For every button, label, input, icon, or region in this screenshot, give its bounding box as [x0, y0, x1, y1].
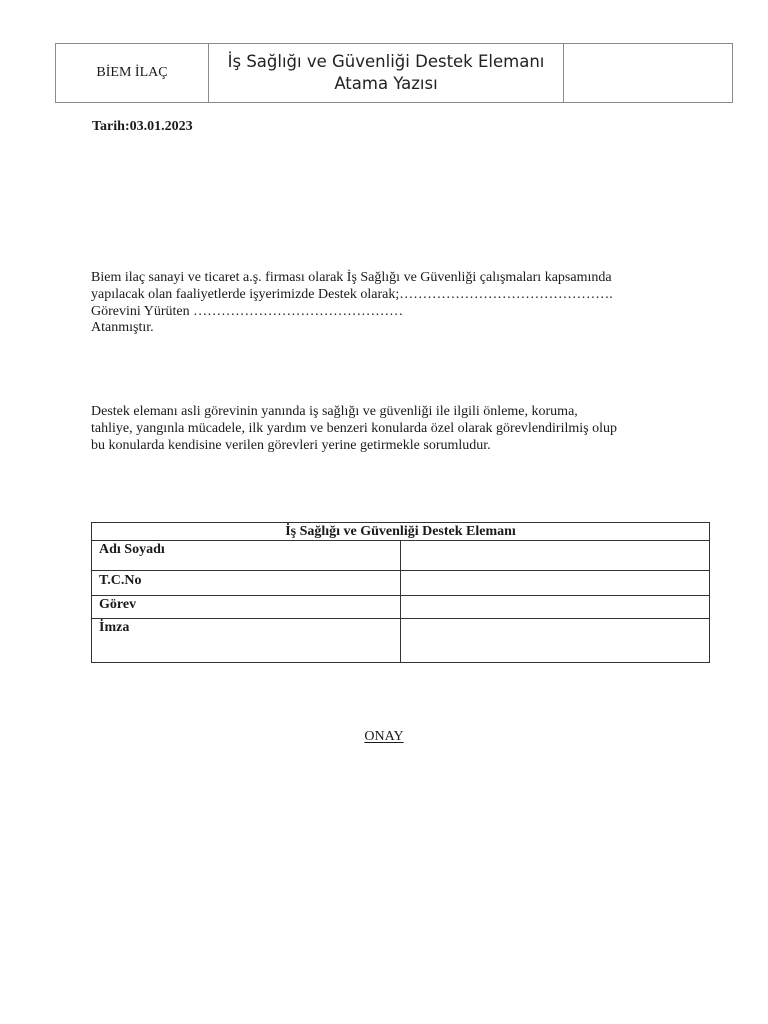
document-title-line-1: İş Sağlığı ve Güvenliği Destek Elemanı: [227, 52, 545, 71]
paragraph-line: [91, 304, 691, 338]
signature-label: İmza: [92, 619, 401, 663]
id-number-field[interactable]: [401, 571, 710, 596]
duty-field[interactable]: [401, 596, 710, 619]
header-empty-cell: [564, 44, 733, 103]
table-row: [92, 596, 710, 619]
responsibility-paragraph: [91, 404, 691, 454]
id-number-label: T.C.No: [92, 571, 401, 596]
document-date: Tarih:03.01.2023: [92, 119, 193, 134]
table-heading: İş Sağlığı ve Güvenliği Destek Elemanı: [92, 523, 710, 541]
duty-label-cell: Görev: [92, 596, 401, 619]
support-staff-table: [91, 522, 710, 663]
name-field[interactable]: [401, 541, 710, 571]
duty-label: Görevini Yürüten ………………………………………: [91, 303, 404, 319]
paragraph-line: Destek elemanı asli görevinin yanında iş sağlığı ve güvenliği ile ilgili önleme, koruma,: [91, 404, 578, 419]
document-header: [55, 43, 733, 103]
appointment-paragraph: [91, 270, 691, 337]
paragraph-line: Biem ilaç sanayi ve ticaret a.ş. firması olarak İş Sağlığı ve Güvenliği çalışmaları kapsamında: [91, 270, 612, 285]
approval-label: ONAY: [364, 729, 404, 744]
document-title-line-2: Atama Yazısı: [334, 74, 438, 93]
table-row: [92, 541, 710, 571]
approval-section: [0, 729, 768, 745]
table-row: [92, 619, 710, 663]
company-name: BİEM İLAÇ: [56, 44, 209, 103]
signature-field[interactable]: [401, 619, 710, 663]
paragraph-line: bu konularda kendisine verilen görevleri yerine getirmekle sorumludur.: [91, 437, 491, 453]
paragraph-line: tahliye, yangınla mücadele, ilk yardım ve benzeri konularda özel olarak görevlendirilmiş olup: [91, 420, 617, 436]
table-row: [92, 571, 710, 596]
appointed-label: Atanmıştır.: [91, 320, 154, 336]
name-label: Adı Soyadı: [92, 541, 401, 571]
paragraph-line: yapılacak olan faaliyetlerde işyerimizde Destek olarak;……………………………………….: [91, 286, 613, 302]
document-title: [209, 44, 564, 103]
